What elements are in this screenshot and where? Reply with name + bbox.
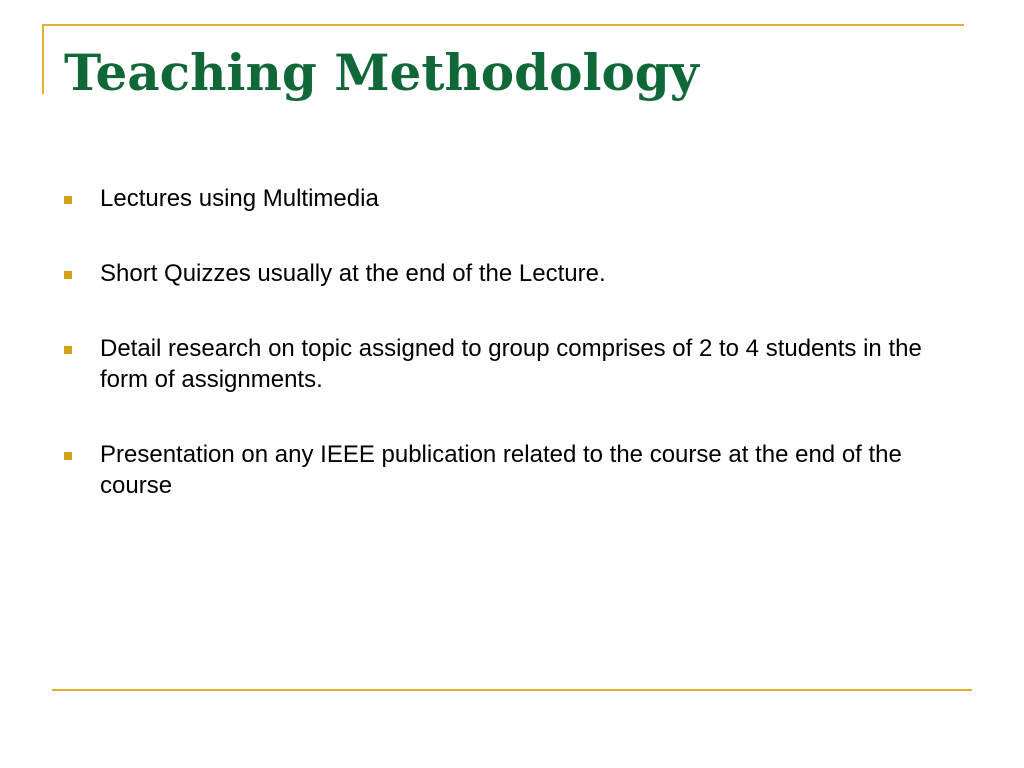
square-bullet-icon (64, 452, 72, 460)
bullet-text: Detail research on topic assigned to group comprises of 2 to 4 students in the form of assignments. (100, 335, 922, 393)
bullet-item (64, 439, 944, 501)
square-bullet-icon (64, 271, 72, 279)
square-bullet-icon (64, 346, 72, 354)
bullet-item (64, 333, 944, 395)
bottom-border-line (52, 689, 972, 691)
left-border-line (42, 24, 44, 94)
bullet-list (64, 183, 944, 545)
square-bullet-icon (64, 196, 72, 204)
bullet-text: Short Quizzes usually at the end of the Lecture. (100, 260, 606, 287)
bullet-item (64, 258, 944, 289)
bullet-text: Presentation on any IEEE publication related to the course at the end of the course (100, 441, 902, 499)
top-border-line (42, 24, 964, 26)
bullet-item (64, 183, 944, 214)
slide-title: Teaching Methodology (64, 43, 699, 102)
bullet-text: Lectures using Multimedia (100, 185, 379, 212)
